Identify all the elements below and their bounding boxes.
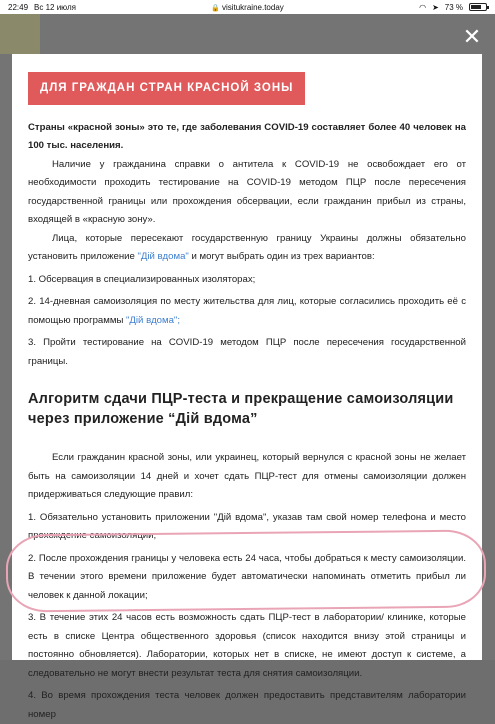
location-icon: ➤ xyxy=(432,2,439,12)
rule-4: 4. Во время прохождения теста человек должен предоставить представителям лаборатории номер xyxy=(28,690,466,720)
info-modal xyxy=(12,54,482,720)
red-zone-button[interactable]: ДЛЯ ГРАЖДАН СТРАН КРАСНОЙ ЗОНЫ xyxy=(28,72,305,105)
app-paragraph: Лица, которые пересекают государственную границу Украины должны обязательно установить приложение "Дій вдома" и могут выбрать один из трех вариантов: xyxy=(28,232,466,262)
battery-icon xyxy=(469,3,487,11)
url-text: visitukraine.today xyxy=(221,2,284,12)
rule-3: 3. В течение этих 24 часов есть возможность сдать ПЦР-тест в лаборатории/ клинике, которые есть в списке Центра общественного здоровья (список находится внизу этой страницы и постоянно обновляется). Лаборатории, которых нет в списке, не имеют доступ к системе, а следовательно не могут внести результат теста для снятия самоизоляции. xyxy=(28,612,466,679)
intro-text: Страны «красной зоны» это те, где заболевания COVID-19 составляет более 40 человек на 100 тыс. населения. xyxy=(28,121,466,151)
option-2: 2. 14-дневная самоизоляция по месту жительства для лиц, которые согласились проходить её с помощью программы "Дій вдома"; xyxy=(28,296,466,326)
diy-vdoma-link[interactable]: "Дій вдома" xyxy=(137,251,189,262)
wifi-icon: ◠ xyxy=(419,2,427,12)
status-date: Вс 12 июля xyxy=(34,2,77,12)
algorithm-heading: Алгоритм сдачи ПЦР-теста и прекращение самоизоляции через приложение “Дій вдома” xyxy=(28,391,454,427)
backdrop-banner xyxy=(0,14,40,54)
close-icon[interactable]: ✕ xyxy=(462,24,482,49)
antibody-paragraph: Наличие у гражданина справки о антитела к COVID-19 не освобождает его от необходимости проходить тестирование на COVID-19 методом ПЦР после пересечения государственной границы или прохождения обсервации, если гражданин прибыл из страны, входящей в «красную зону». xyxy=(28,158,466,225)
rule-2: 2. После прохождения границы у человека есть 24 часа, чтобы добраться к месту самоизоляции. В течении этого времени приложение будет автоматически напоминать отметить прибыл ли человек к данной локации; xyxy=(28,552,466,601)
battery-percent: 73 % xyxy=(444,2,463,12)
status-bar xyxy=(0,0,495,14)
rule-1: 1. Обязательно установить приложении "Дій вдома", указав там свой номер телефона и место прохождение самоизоляции; xyxy=(28,511,466,541)
diy-vdoma-link-2[interactable]: "Дій вдома"; xyxy=(126,314,180,326)
lock-icon: 🔒 xyxy=(211,4,220,12)
option-3: 3. Пройти тестирование на COVID-19 методом ПЦР после пересечения государственной границы. xyxy=(28,337,466,367)
status-time: 22:49 xyxy=(8,2,29,12)
option-1: 1. Обсервация в специализированных изоляторах; xyxy=(28,273,256,285)
rules-intro: Если гражданин красной зоны, или украинец, который вернулся с красной зоны не желает быть на самоизоляции 14 дней и хочет сдать ПЦР-тест для отмены самоизоляции должен придерживаться следующие правил: xyxy=(28,452,466,500)
